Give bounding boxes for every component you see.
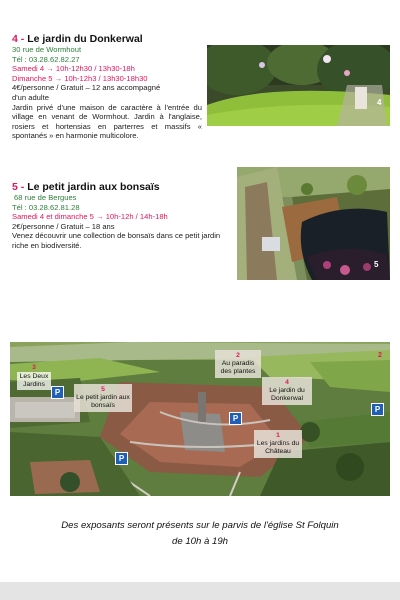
garden5-price: 2€/personne / Gratuit – 18 ans xyxy=(12,221,115,231)
page-bottom-margin xyxy=(0,582,400,600)
parking-icon: P xyxy=(371,403,384,416)
garden4-title xyxy=(12,33,143,45)
garden5-address: 68 rue de Bergues xyxy=(14,193,77,202)
parking-icon: P xyxy=(229,412,242,425)
garden5-hours: Samedi 4 et dimanche 5 → 10h-12h / 14h-18h xyxy=(12,212,168,222)
garden4-tel: Tél : 03.28.62.82.27 xyxy=(12,54,80,64)
garden5-photo-number: 5 xyxy=(374,260,379,269)
map-label-paradis: 2 Au paradis des plantes xyxy=(215,350,261,378)
map-label-chateau: 1 Les jardins du Château xyxy=(254,430,302,458)
exhibitors-note xyxy=(20,518,380,550)
map-label-bonsais: 5 Le petit jardin aux bonsaïs xyxy=(74,384,132,412)
garden4-photo xyxy=(207,45,390,126)
garden4-price-2: d'un adulte xyxy=(12,92,49,102)
map-corner-number: 2 xyxy=(378,352,382,359)
garden4-number: 4 - xyxy=(12,33,25,45)
garden4-description: Jardin privé d'une maison de caractère à l'entrée du village en venant de Wormhout. Jardin à l'anglaise, rosiers et hortensias en parterres et massifs « spontanés » en harmonie multicolore. xyxy=(12,102,202,141)
map-label-donkerwal: 4 Le jardin du Donkerwal xyxy=(262,377,312,405)
garden4-photo-number: 4 xyxy=(377,98,382,107)
garden4-address: 30 rue de Wormhout xyxy=(12,45,82,54)
garden5-number: 5 - xyxy=(12,181,25,193)
garden4-price: 4€/personne / Gratuit – 12 ans accompagné xyxy=(12,83,161,93)
parking-icon: P xyxy=(115,452,128,465)
garden5-description: Venez découvrir une collection de bonsaïs dans ce petit jardin riche en biodiversité. xyxy=(12,231,221,250)
garden4-info xyxy=(12,45,202,141)
garden5-name: Le petit jardin aux bonsaïs xyxy=(27,181,160,193)
aerial-map xyxy=(10,342,390,496)
garden5-photo xyxy=(237,167,390,280)
garden5-info xyxy=(12,193,234,251)
garden4-name: Le jardin du Donkerwal xyxy=(27,33,143,45)
exhibitors-note-line1: Des exposants seront présents sur le parvis de l'église St Folquin xyxy=(61,520,339,531)
garden4-hours-sat: Samedi 4 → 10h-12h30 / 13h30-18h xyxy=(12,64,135,74)
exhibitors-note-line2: de 10h à 19h xyxy=(171,536,229,547)
map-label-deux-jardins: 3 Les Deux Jardins xyxy=(17,364,51,390)
parking-icon: P xyxy=(51,386,64,399)
garden5-tel: Tél : 03.28.62.81.28 xyxy=(12,202,80,212)
garden4-hours-sun: Dimanche 5 → 10h-12h3 / 13h30-18h30 xyxy=(12,73,148,83)
garden5-title xyxy=(12,181,160,193)
